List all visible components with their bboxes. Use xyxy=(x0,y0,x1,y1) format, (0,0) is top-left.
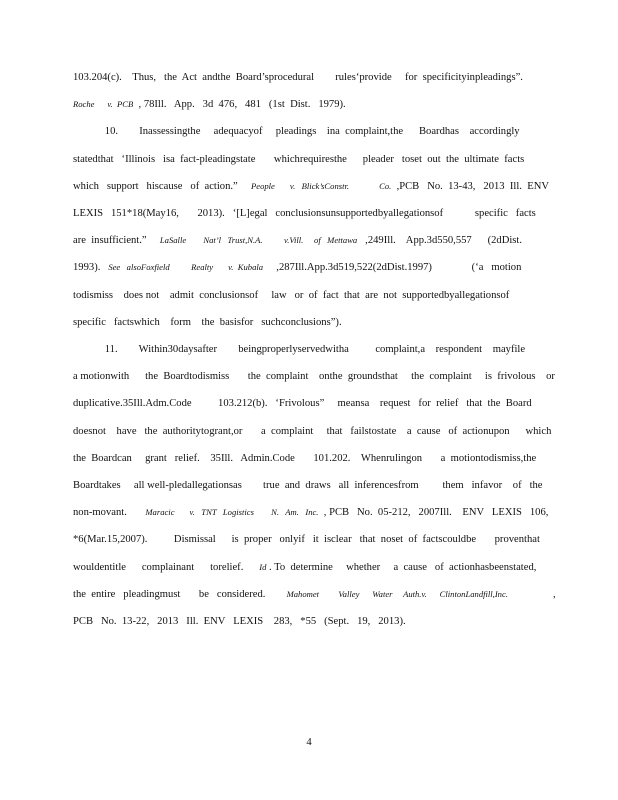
text-line xyxy=(73,506,549,519)
text-line xyxy=(73,261,533,274)
text-segment: are insufficient.” xyxy=(73,235,160,247)
text-line xyxy=(73,561,537,574)
text-segment: specific factswhich form the basisfor suchconclusions”). xyxy=(73,316,342,328)
text-segment: 10. Inassessingthe adequacyof pleadings ina complaint,the Boardhas accordingly xyxy=(73,126,520,138)
text-line xyxy=(73,425,552,438)
case-citation: Id xyxy=(259,561,267,572)
text-line xyxy=(73,71,533,84)
text-segment: 1993). xyxy=(73,262,109,274)
text-segment: which support hiscause of action.” xyxy=(73,180,251,192)
text-segment: LEXIS 151*18(May16, 2013). ‘[L]egal conclusionsunsupportedbyallegationsof specific facts xyxy=(73,208,536,219)
text-segment: , 78Ill. App. 3d 476, 481 (1st Dist. 1979). xyxy=(133,99,346,111)
text-line xyxy=(73,452,537,465)
text-line xyxy=(73,98,533,111)
case-citation: People v. Blick’sConstr. Co. xyxy=(251,180,392,191)
case-citation: See alsoFoxfield Realty v. Kubala xyxy=(108,262,264,273)
text-segment: the Boardcan grant relief. 35Ill. Admin.Code 101.202. Whenrulingon a motiontodismiss,the xyxy=(73,452,537,464)
text-line xyxy=(73,234,533,247)
text-segment: , PCB No. 05-212, 2007Ill. ENV LEXIS 106, xyxy=(318,507,549,519)
text-segment: doesnot have the authoritytogrant,or a complaint that failstostate a cause of actionupon which xyxy=(73,425,552,437)
text-line xyxy=(73,397,533,410)
text-segment: ,249Ill. App.3d550,557 (2dDist. xyxy=(357,235,523,247)
text-line xyxy=(73,343,533,356)
page-number: 4 xyxy=(306,737,312,748)
text-segment: PCB No. 13-22, 2013 Ill. ENV LEXIS 283, *55 (Sept. 19, 2013). xyxy=(73,616,406,627)
text-line xyxy=(73,180,550,193)
text-line xyxy=(73,370,555,383)
text-segment: non-movant. xyxy=(73,507,146,519)
text-line xyxy=(73,153,533,166)
text-line xyxy=(73,588,556,601)
text-line xyxy=(73,289,533,302)
text-segment: the entire pleadingmust be considered. xyxy=(73,588,287,600)
text-segment: a motionwith the Boardtodismiss the complaint onthe groundsthat the complaint is frivolous or xyxy=(73,371,555,383)
text-line xyxy=(73,125,533,138)
text-segment: Boardtakes all well-pledallegationsas true and draws all inferencesfrom them infavor of the xyxy=(73,480,543,491)
case-citation: Maracic v. TNT Logistics N. Am. Inc. xyxy=(145,507,319,518)
case-citation: LaSalle Nat’l Trust,N.A. v.Vill. of Mettawa xyxy=(159,235,358,246)
case-citation: Mahomet Valley Water Auth.v. ClintonLandfill,Inc. xyxy=(286,588,508,599)
text-line xyxy=(73,316,533,329)
text-segment: *6(Mar.15,2007). Dismissal is proper onlyif it isclear that noset of factscouldbe proventhat xyxy=(73,534,540,546)
text-line xyxy=(73,207,536,220)
text-segment: . To determine whether a cause of actionhasbeenstated, xyxy=(266,561,537,573)
text-segment: ,287Ill.App.3d519,522(2dDist.1997) (‘a motion xyxy=(263,262,522,274)
case-citation: Roche v. PCB xyxy=(73,99,134,110)
text-segment: duplicative.35Ill.Adm.Code 103.212(b). ‘Frivolous” meansa request for relief that the Board xyxy=(73,398,532,410)
text-segment: , xyxy=(507,588,556,600)
text-segment: statedthat ‘Illinois isa fact-pleadingstate whichrequiresthe pleader toset out the ultimate facts xyxy=(73,153,525,165)
text-line xyxy=(73,615,533,628)
text-segment: ,PCB No. 13-43, 2013 Ill. ENV xyxy=(391,180,550,192)
text-segment: todismiss does not admit conclusionsof law or of fact that are not supportedbyallegationsof xyxy=(73,289,510,301)
text-segment: 103.204(c). Thus, the Act andthe Board’sprocedural rules‘provide for specificityinpleadings”. xyxy=(73,72,523,83)
text-segment: wouldentitle complainant torelief. xyxy=(73,561,260,573)
text-segment: 11. Within30daysafter beingproperlyservedwitha complaint,a respondent mayfile xyxy=(73,344,526,355)
text-line xyxy=(73,479,543,492)
text-line xyxy=(73,533,540,546)
